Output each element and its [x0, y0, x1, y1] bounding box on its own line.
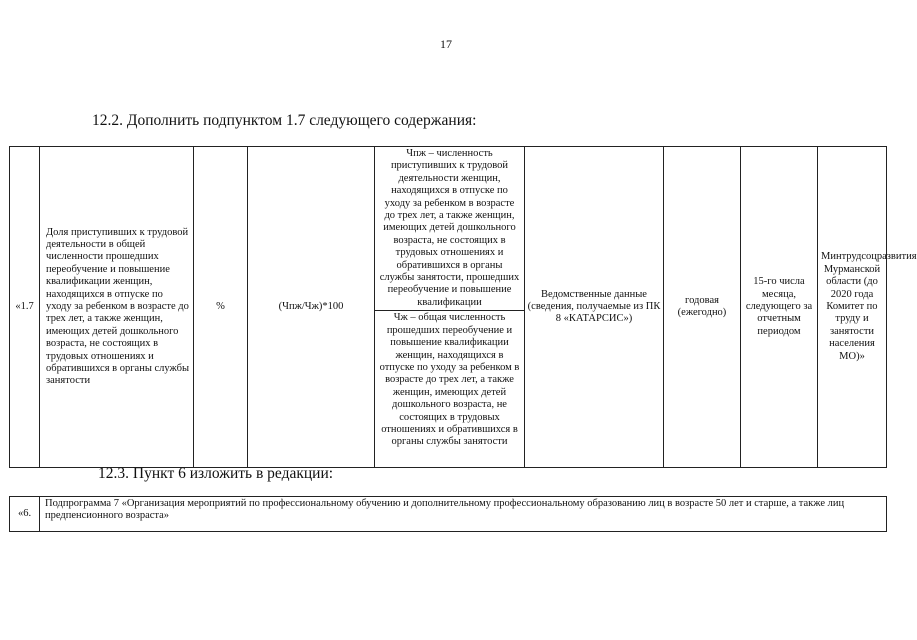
row-number: «1.7 — [10, 147, 40, 468]
section-12-2-heading: 12.2. Дополнить подпунктом 1.7 следующего содержания: — [92, 112, 477, 129]
subprogram-text-cell: Подпрограмма 7 «Организация мероприятий по профессиональному обучению и дополнительному профессиональному образованию лиц в возрасте 50 лет и старше, а также лиц предпенсионного возраста» — [40, 497, 887, 532]
source-cell: Ведомственные данные (сведения, получаемые из ПК 8 «КАТАРСИС») — [525, 147, 664, 468]
definition-chzh-cell: Чж – общая численность прошедших переобучение и повышение квалификации женщин, находящихся в отпуске по уходу за ребенком в возрасте до трех лет, а также женщин, имеющих детей дошкольного возраста, не состоящих в трудовых отношениях и обратившихся в органы службы занятости — [375, 311, 525, 468]
row-number: «6. — [10, 497, 40, 532]
page-number: 17 — [440, 37, 452, 51]
definition-chpzh-cell: Чпж – численность приступивших к трудовой деятельности женщин, находящихся в отпуске по уходу за ребенком в возрасте до трех лет, а также женщин, имеющих детей дошкольного возраста, не состоящих в трудовых отношениях и обратившихся в органы службы занятости, прошедших переобучение и повышение квалификации — [375, 147, 525, 311]
section-12-3-heading: 12.3. Пункт 6 изложить в редакции: — [98, 465, 334, 482]
responsible-cell: Минтрудсоцразвития Мурманской области (до 2020 года Комитет по труду и занятости населения МО)» — [818, 147, 887, 468]
indicator-table — [9, 146, 917, 468]
deadline-cell: 15-го числа месяца, следующего за отчетным периодом — [741, 147, 818, 468]
periodicity-cell: годовая (ежегодно) — [664, 147, 741, 468]
indicator-name-cell: Доля приступивших к трудовой деятельности в общей численности прошедших переобучение и повышение квалификации женщин, находящихся в отпуске по уходу за ребенком в возрасте до трех лет, а также женщин, имеющих детей дошкольного возраста, не состоящих в трудовых отношениях и обратившихся в органы службы занятости — [40, 147, 194, 468]
unit-cell: % — [194, 147, 248, 468]
formula-cell: (Чпж/Чж)*100 — [248, 147, 375, 468]
subprogram-table — [9, 496, 887, 532]
